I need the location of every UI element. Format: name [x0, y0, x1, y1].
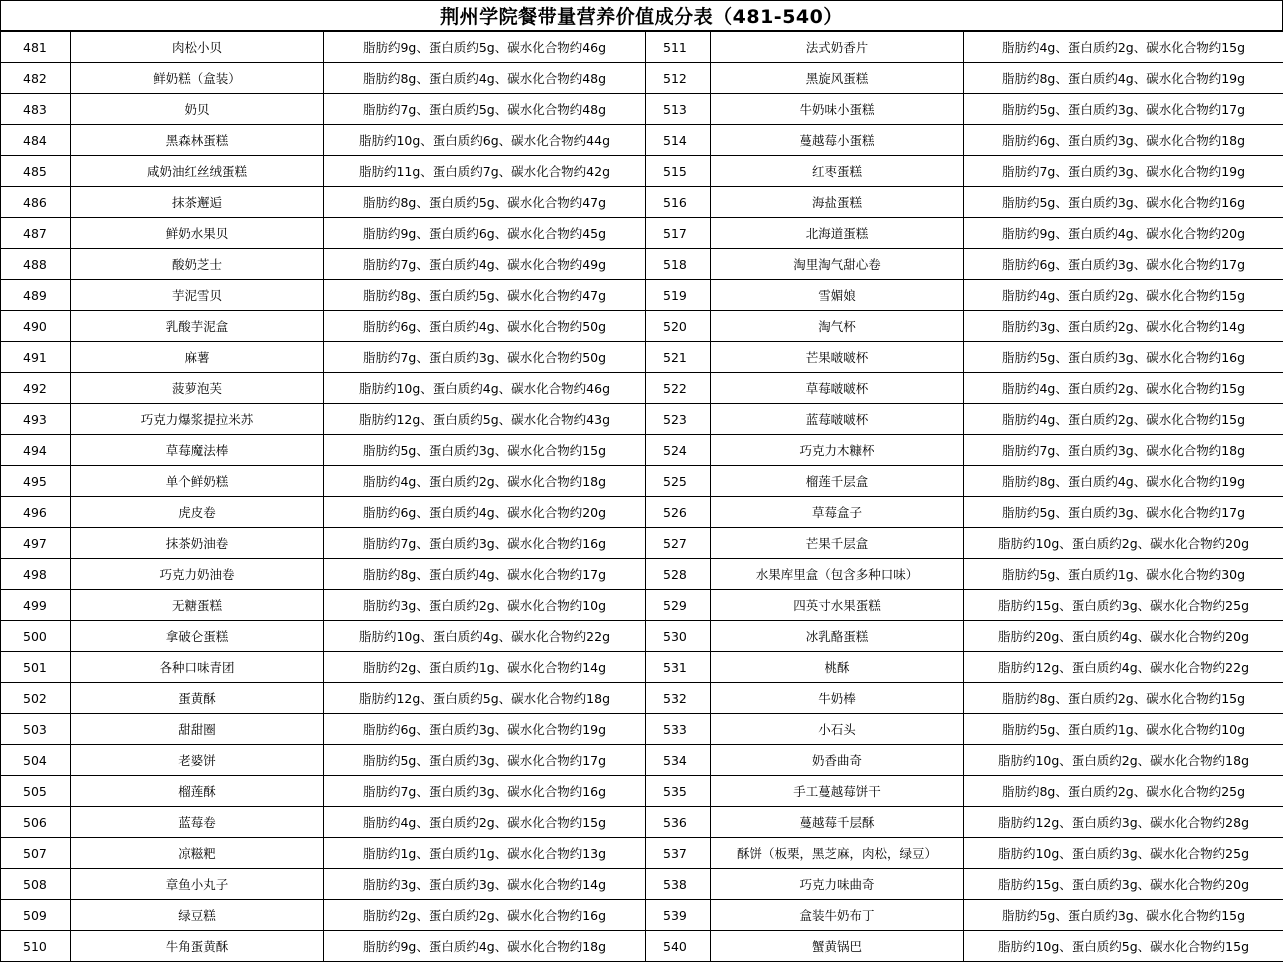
- item-number: 538: [646, 869, 711, 900]
- item-nutrition: 脂肪约7g、蛋白质约3g、碳水化合物约19g: [964, 156, 1283, 187]
- table-row: [1, 900, 1283, 931]
- item-name: 巧克力奶油卷: [71, 559, 324, 590]
- table-row: [1, 187, 1283, 218]
- item-nutrition: 脂肪约8g、蛋白质约2g、碳水化合物约15g: [964, 683, 1283, 714]
- item-number: 521: [646, 342, 711, 373]
- item-name: 手工蔓越莓饼干: [711, 776, 964, 807]
- item-number: 519: [646, 280, 711, 311]
- item-name: 牛奶棒: [711, 683, 964, 714]
- item-nutrition: 脂肪约6g、蛋白质约4g、碳水化合物约50g: [324, 311, 646, 342]
- item-number: 526: [646, 497, 711, 528]
- table-row: [1, 94, 1283, 125]
- item-name: 无糖蛋糕: [71, 590, 324, 621]
- item-name: 奶香曲奇: [711, 745, 964, 776]
- table-row: [1, 249, 1283, 280]
- item-nutrition: 脂肪约10g、蛋白质约4g、碳水化合物约22g: [324, 621, 646, 652]
- item-nutrition: 脂肪约1g、蛋白质约1g、碳水化合物约13g: [324, 838, 646, 869]
- item-name: 蔓越莓小蛋糕: [711, 125, 964, 156]
- item-number: 492: [1, 373, 71, 404]
- item-nutrition: 脂肪约8g、蛋白质约4g、碳水化合物约17g: [324, 559, 646, 590]
- item-name: 虎皮卷: [71, 497, 324, 528]
- item-number: 524: [646, 435, 711, 466]
- table-row: [1, 218, 1283, 249]
- item-nutrition: 脂肪约10g、蛋白质约6g、碳水化合物约44g: [324, 125, 646, 156]
- item-number: 498: [1, 559, 71, 590]
- item-name: 四英寸水果蛋糕: [711, 590, 964, 621]
- sheet-title: 荆州学院餐带量营养价值成分表（481-540）: [0, 0, 1283, 31]
- item-name: 绿豆糕: [71, 900, 324, 931]
- item-name: 淘里淘气甜心卷: [711, 249, 964, 280]
- item-nutrition: 脂肪约4g、蛋白质约2g、碳水化合物约15g: [964, 404, 1283, 435]
- item-name: 北海道蛋糕: [711, 218, 964, 249]
- item-number: 491: [1, 342, 71, 373]
- item-name: 鲜奶糕（盒装）: [71, 63, 324, 94]
- table-row: [1, 63, 1283, 94]
- item-nutrition: 脂肪约9g、蛋白质约6g、碳水化合物约45g: [324, 218, 646, 249]
- table-row: [1, 683, 1283, 714]
- item-nutrition: 脂肪约20g、蛋白质约4g、碳水化合物约20g: [964, 621, 1283, 652]
- item-name: 奶贝: [71, 94, 324, 125]
- item-number: 504: [1, 745, 71, 776]
- table-row: [1, 466, 1283, 497]
- item-number: 503: [1, 714, 71, 745]
- item-name: 盒装牛奶布丁: [711, 900, 964, 931]
- item-name: 牛角蛋黄酥: [71, 931, 324, 962]
- item-number: 507: [1, 838, 71, 869]
- item-number: 535: [646, 776, 711, 807]
- item-name: 水果库里盒（包含多种口味）: [711, 559, 964, 590]
- item-nutrition: 脂肪约8g、蛋白质约4g、碳水化合物约19g: [964, 63, 1283, 94]
- item-name: 榴莲酥: [71, 776, 324, 807]
- table-row: [1, 528, 1283, 559]
- item-number: 525: [646, 466, 711, 497]
- item-name: 法式奶香片: [711, 32, 964, 63]
- item-number: 505: [1, 776, 71, 807]
- item-number: 486: [1, 187, 71, 218]
- item-name: 乳酸芋泥盒: [71, 311, 324, 342]
- item-nutrition: 脂肪约4g、蛋白质约2g、碳水化合物约18g: [324, 466, 646, 497]
- item-name: 草莓啵啵杯: [711, 373, 964, 404]
- item-number: 534: [646, 745, 711, 776]
- item-name: 淘气杯: [711, 311, 964, 342]
- item-number: 523: [646, 404, 711, 435]
- item-number: 536: [646, 807, 711, 838]
- item-name: 鲜奶水果贝: [71, 218, 324, 249]
- table-row: [1, 435, 1283, 466]
- item-nutrition: 脂肪约4g、蛋白质约2g、碳水化合物约15g: [324, 807, 646, 838]
- item-number: 490: [1, 311, 71, 342]
- table-row: [1, 497, 1283, 528]
- item-number: 527: [646, 528, 711, 559]
- item-number: 494: [1, 435, 71, 466]
- item-nutrition: 脂肪约12g、蛋白质约5g、碳水化合物约18g: [324, 683, 646, 714]
- nutrition-table: [0, 31, 1283, 962]
- item-nutrition: 脂肪约8g、蛋白质约5g、碳水化合物约47g: [324, 280, 646, 311]
- item-nutrition: 脂肪约6g、蛋白质约3g、碳水化合物约17g: [964, 249, 1283, 280]
- item-name: 芒果啵啵杯: [711, 342, 964, 373]
- table-row: [1, 280, 1283, 311]
- item-name: 蓝莓卷: [71, 807, 324, 838]
- item-nutrition: 脂肪约7g、蛋白质约4g、碳水化合物约49g: [324, 249, 646, 280]
- table-row: [1, 404, 1283, 435]
- item-number: 509: [1, 900, 71, 931]
- item-number: 516: [646, 187, 711, 218]
- item-number: 529: [646, 590, 711, 621]
- item-number: 540: [646, 931, 711, 962]
- item-nutrition: 脂肪约5g、蛋白质约3g、碳水化合物约17g: [324, 745, 646, 776]
- item-number: 511: [646, 32, 711, 63]
- table-row: [1, 931, 1283, 962]
- item-name: 酥饼（板栗，黑芝麻，肉松，绿豆）: [711, 838, 964, 869]
- table-row: [1, 559, 1283, 590]
- item-name: 巧克力爆浆提拉米苏: [71, 404, 324, 435]
- item-nutrition: 脂肪约7g、蛋白质约3g、碳水化合物约16g: [324, 528, 646, 559]
- item-name: 芒果千层盒: [711, 528, 964, 559]
- item-name: 酸奶芝士: [71, 249, 324, 280]
- table-row: [1, 807, 1283, 838]
- item-name: 冰乳酪蛋糕: [711, 621, 964, 652]
- item-name: 甜甜圈: [71, 714, 324, 745]
- item-number: 496: [1, 497, 71, 528]
- item-number: 487: [1, 218, 71, 249]
- item-nutrition: 脂肪约5g、蛋白质约3g、碳水化合物约17g: [964, 94, 1283, 125]
- item-number: 539: [646, 900, 711, 931]
- item-number: 513: [646, 94, 711, 125]
- item-name: 抹茶邂逅: [71, 187, 324, 218]
- item-number: 499: [1, 590, 71, 621]
- item-number: 483: [1, 94, 71, 125]
- item-name: 黑旋风蛋糕: [711, 63, 964, 94]
- item-nutrition: 脂肪约4g、蛋白质约2g、碳水化合物约15g: [964, 373, 1283, 404]
- item-name: 巧克力味曲奇: [711, 869, 964, 900]
- table-row: [1, 776, 1283, 807]
- item-name: 巧克力木糠杯: [711, 435, 964, 466]
- item-nutrition: 脂肪约5g、蛋白质约3g、碳水化合物约17g: [964, 497, 1283, 528]
- table-row: [1, 714, 1283, 745]
- item-nutrition: 脂肪约6g、蛋白质约3g、碳水化合物约18g: [964, 125, 1283, 156]
- item-nutrition: 脂肪约2g、蛋白质约1g、碳水化合物约14g: [324, 652, 646, 683]
- table-row: [1, 745, 1283, 776]
- item-nutrition: 脂肪约8g、蛋白质约4g、碳水化合物约48g: [324, 63, 646, 94]
- item-name: 凉糍粑: [71, 838, 324, 869]
- item-nutrition: 脂肪约12g、蛋白质约4g、碳水化合物约22g: [964, 652, 1283, 683]
- item-number: 482: [1, 63, 71, 94]
- table-row: [1, 621, 1283, 652]
- item-name: 章鱼小丸子: [71, 869, 324, 900]
- item-nutrition: 脂肪约8g、蛋白质约4g、碳水化合物约19g: [964, 466, 1283, 497]
- item-number: 510: [1, 931, 71, 962]
- item-name: 蔓越莓千层酥: [711, 807, 964, 838]
- item-name: 桃酥: [711, 652, 964, 683]
- item-number: 520: [646, 311, 711, 342]
- item-nutrition: 脂肪约4g、蛋白质约2g、碳水化合物约15g: [964, 280, 1283, 311]
- item-name: 草莓魔法棒: [71, 435, 324, 466]
- item-number: 500: [1, 621, 71, 652]
- item-nutrition: 脂肪约10g、蛋白质约2g、碳水化合物约18g: [964, 745, 1283, 776]
- item-number: 502: [1, 683, 71, 714]
- item-nutrition: 脂肪约4g、蛋白质约2g、碳水化合物约15g: [964, 32, 1283, 63]
- item-number: 537: [646, 838, 711, 869]
- item-number: 508: [1, 869, 71, 900]
- table-row: [1, 652, 1283, 683]
- item-number: 488: [1, 249, 71, 280]
- item-number: 522: [646, 373, 711, 404]
- item-nutrition: 脂肪约6g、蛋白质约3g、碳水化合物约19g: [324, 714, 646, 745]
- item-nutrition: 脂肪约8g、蛋白质约5g、碳水化合物约47g: [324, 187, 646, 218]
- item-nutrition: 脂肪约5g、蛋白质约1g、碳水化合物约30g: [964, 559, 1283, 590]
- item-number: 493: [1, 404, 71, 435]
- item-nutrition: 脂肪约2g、蛋白质约2g、碳水化合物约16g: [324, 900, 646, 931]
- item-number: 530: [646, 621, 711, 652]
- table-row: [1, 32, 1283, 63]
- item-nutrition: 脂肪约12g、蛋白质约3g、碳水化合物约28g: [964, 807, 1283, 838]
- item-nutrition: 脂肪约7g、蛋白质约3g、碳水化合物约18g: [964, 435, 1283, 466]
- item-name: 单个鲜奶糕: [71, 466, 324, 497]
- item-nutrition: 脂肪约15g、蛋白质约3g、碳水化合物约20g: [964, 869, 1283, 900]
- item-name: 肉松小贝: [71, 32, 324, 63]
- item-nutrition: 脂肪约5g、蛋白质约3g、碳水化合物约15g: [324, 435, 646, 466]
- item-name: 麻薯: [71, 342, 324, 373]
- item-number: 497: [1, 528, 71, 559]
- item-nutrition: 脂肪约6g、蛋白质约4g、碳水化合物约20g: [324, 497, 646, 528]
- table-row: [1, 342, 1283, 373]
- item-name: 拿破仑蛋糕: [71, 621, 324, 652]
- item-nutrition: 脂肪约5g、蛋白质约3g、碳水化合物约15g: [964, 900, 1283, 931]
- item-nutrition: 脂肪约8g、蛋白质约2g、碳水化合物约25g: [964, 776, 1283, 807]
- item-nutrition: 脂肪约10g、蛋白质约3g、碳水化合物约25g: [964, 838, 1283, 869]
- item-name: 蛋黄酥: [71, 683, 324, 714]
- item-nutrition: 脂肪约12g、蛋白质约5g、碳水化合物约43g: [324, 404, 646, 435]
- item-name: 菠萝泡芙: [71, 373, 324, 404]
- item-number: 517: [646, 218, 711, 249]
- item-nutrition: 脂肪约3g、蛋白质约2g、碳水化合物约14g: [964, 311, 1283, 342]
- table-row: [1, 156, 1283, 187]
- item-name: 咸奶油红丝绒蛋糕: [71, 156, 324, 187]
- item-name: 海盐蛋糕: [711, 187, 964, 218]
- table-row: [1, 311, 1283, 342]
- item-number: 495: [1, 466, 71, 497]
- item-number: 512: [646, 63, 711, 94]
- item-number: 532: [646, 683, 711, 714]
- item-name: 草莓盒子: [711, 497, 964, 528]
- item-nutrition: 脂肪约7g、蛋白质约5g、碳水化合物约48g: [324, 94, 646, 125]
- item-name: 黑森林蛋糕: [71, 125, 324, 156]
- item-number: 518: [646, 249, 711, 280]
- item-nutrition: 脂肪约3g、蛋白质约3g、碳水化合物约14g: [324, 869, 646, 900]
- item-number: 531: [646, 652, 711, 683]
- table-row: [1, 869, 1283, 900]
- item-number: 484: [1, 125, 71, 156]
- table-row: [1, 373, 1283, 404]
- item-nutrition: 脂肪约9g、蛋白质约4g、碳水化合物约20g: [964, 218, 1283, 249]
- item-nutrition: 脂肪约10g、蛋白质约4g、碳水化合物约46g: [324, 373, 646, 404]
- item-nutrition: 脂肪约10g、蛋白质约5g、碳水化合物约15g: [964, 931, 1283, 962]
- item-nutrition: 脂肪约7g、蛋白质约3g、碳水化合物约50g: [324, 342, 646, 373]
- item-name: 牛奶味小蛋糕: [711, 94, 964, 125]
- item-name: 小石头: [711, 714, 964, 745]
- item-nutrition: 脂肪约5g、蛋白质约1g、碳水化合物约10g: [964, 714, 1283, 745]
- item-number: 528: [646, 559, 711, 590]
- item-number: 489: [1, 280, 71, 311]
- item-name: 雪媚娘: [711, 280, 964, 311]
- item-name: 老婆饼: [71, 745, 324, 776]
- item-nutrition: 脂肪约9g、蛋白质约4g、碳水化合物约18g: [324, 931, 646, 962]
- item-name: 各种口味青团: [71, 652, 324, 683]
- item-name: 抹茶奶油卷: [71, 528, 324, 559]
- table-row: [1, 590, 1283, 621]
- item-number: 515: [646, 156, 711, 187]
- item-nutrition: 脂肪约5g、蛋白质约3g、碳水化合物约16g: [964, 187, 1283, 218]
- table-row: [1, 125, 1283, 156]
- item-nutrition: 脂肪约9g、蛋白质约5g、碳水化合物约46g: [324, 32, 646, 63]
- table-row: [1, 838, 1283, 869]
- item-nutrition: 脂肪约11g、蛋白质约7g、碳水化合物约42g: [324, 156, 646, 187]
- item-name: 蟹黄锅巴: [711, 931, 964, 962]
- item-number: 501: [1, 652, 71, 683]
- item-number: 533: [646, 714, 711, 745]
- item-nutrition: 脂肪约7g、蛋白质约3g、碳水化合物约16g: [324, 776, 646, 807]
- item-number: 506: [1, 807, 71, 838]
- item-nutrition: 脂肪约10g、蛋白质约2g、碳水化合物约20g: [964, 528, 1283, 559]
- item-name: 芋泥雪贝: [71, 280, 324, 311]
- item-nutrition: 脂肪约15g、蛋白质约3g、碳水化合物约25g: [964, 590, 1283, 621]
- item-name: 蓝莓啵啵杯: [711, 404, 964, 435]
- item-name: 榴莲千层盒: [711, 466, 964, 497]
- item-number: 485: [1, 156, 71, 187]
- item-nutrition: 脂肪约3g、蛋白质约2g、碳水化合物约10g: [324, 590, 646, 621]
- item-nutrition: 脂肪约5g、蛋白质约3g、碳水化合物约16g: [964, 342, 1283, 373]
- item-number: 481: [1, 32, 71, 63]
- item-name: 红枣蛋糕: [711, 156, 964, 187]
- item-number: 514: [646, 125, 711, 156]
